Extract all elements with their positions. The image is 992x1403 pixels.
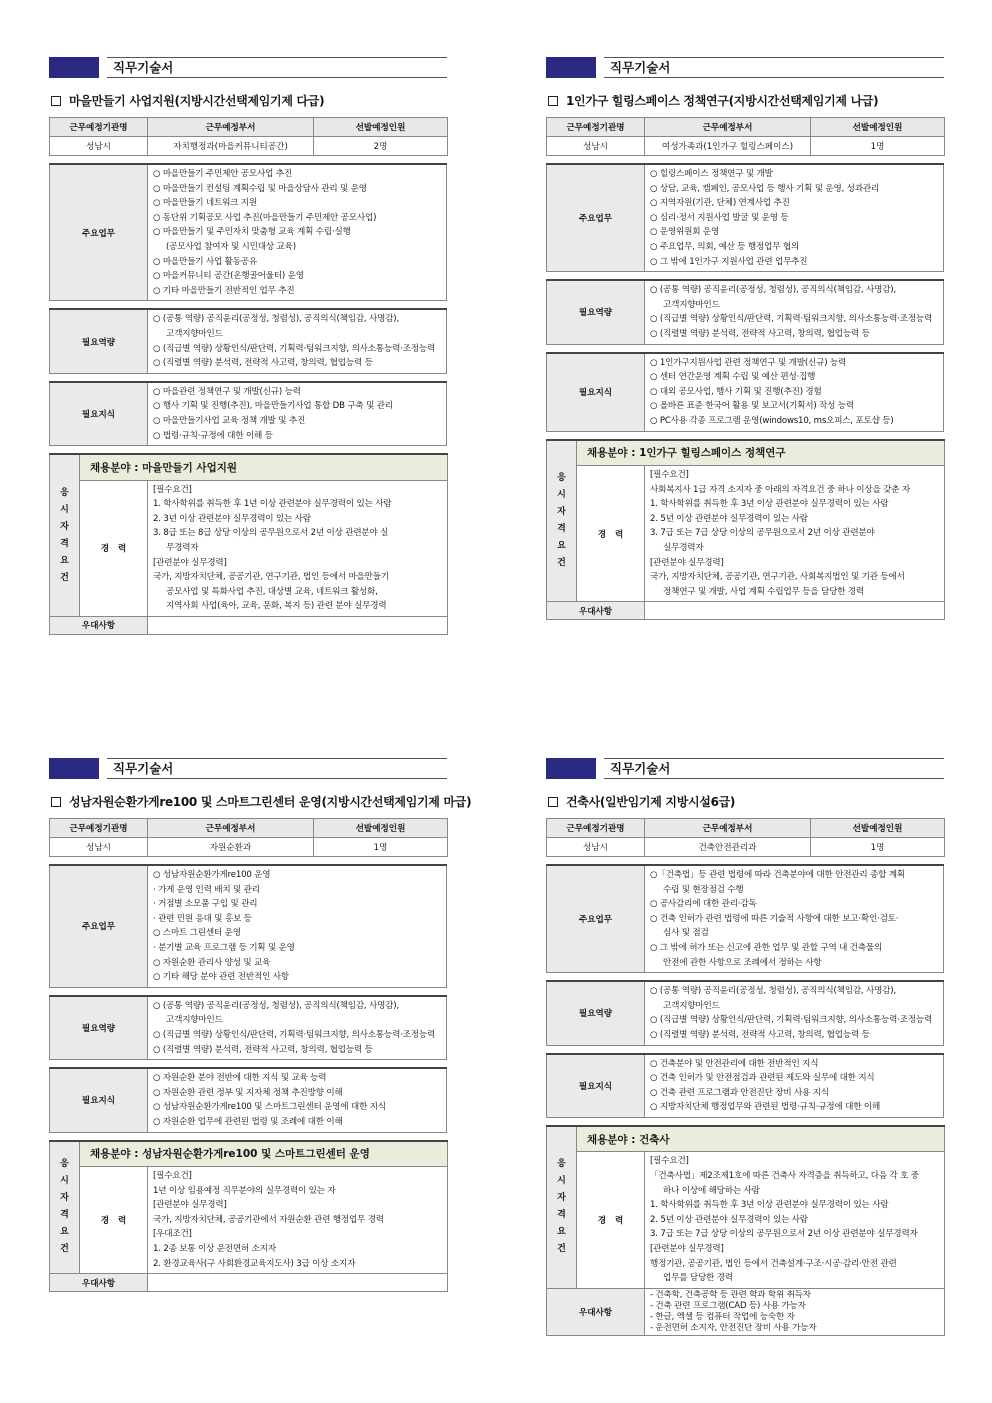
career-line: [관련분야 실무경력] [650,1243,724,1254]
section-line: ○ (직렬별 역량) 분석력, 전략적 사고력, 창의력, 협업능력 등 [650,328,870,339]
info-header-cell: 근무예정기관명 [547,118,645,137]
section-line: ○ (직렬별 역량) 분석력, 전략적 사고력, 창의력, 협업능력 등 [153,1044,373,1055]
section-line: ○ 운영위원회 운영 [650,227,720,238]
section-line: ○「건축법」등 관련 법령에 따라 건축분야에 대한 안전관리 종합 계획 [650,870,905,880]
section-line: ○ (공통 역량) 공직윤리(공정성, 청렴성), 공직의식(책임감, 사명감), [650,285,896,296]
recruit-field: 채용분야 : 건축사 [577,1126,945,1152]
career-line: [관련분야 실무경력] [153,557,227,568]
requirements-label-char: 건 [60,572,69,583]
section-line: ○ 마을관련 정책연구 및 개발(신규) 능력 [153,386,301,397]
requirements-label-char: 자 [557,1193,566,1204]
preference-line: - 건축학, 건축공학 등 관련 학과 학위 취득자 [650,1289,811,1300]
section-table [546,980,944,1045]
requirements-label [547,440,577,602]
info-value-cell: 성남시 [50,137,148,156]
section-line: ○ (직급별 역량) 상황인식/판단력, 기획력·팀워크지향, 의사소통능력·조정능력 [650,314,933,325]
job-card-2 [546,57,944,620]
section-line: ○ 대외 공모사업, 행사 기획 및 진행(추진) 경험 [650,386,822,397]
section-label: 필요역량 [50,309,148,373]
section-line: · 가게 운영 인력 배치 및 관리 [153,884,260,895]
preference-line: - 건축 관련 프로그램(CAD 등) 사용 가능자 [650,1300,806,1311]
recruit-field: 채용분야 : 마을만들기 사업지원 [80,454,448,480]
info-value-row [547,838,945,857]
career-line: 1년 이상 임용예정 직무분야의 실무경력이 있는 자 [153,1185,336,1196]
doc-header [546,758,944,780]
info-value-cell: 건축안전관리과 [645,838,811,857]
career-content [148,1167,448,1274]
info-header-row [50,819,448,838]
career-line: 2. 환경교육사(구 사회환경교육지도사) 3급 이상 소지자 [153,1258,356,1269]
section-line: ○ 기타 마을만들기 전반적인 업무 추진 [153,285,295,296]
section-line: ○ (직렬별 역량) 분석력, 전략적 사고력, 창의력, 협업능력 등 [153,358,373,369]
info-table [49,117,448,156]
checkbox-square-icon [51,797,61,807]
career-line: 3. 7급 또는 7급 상당 이상의 공무원으로서 2년 이상 관련분야 실무경력자 [650,1229,918,1240]
section-label: 필요지식 [547,1054,645,1118]
career-line: [필수요건] [153,484,192,495]
section-line: · 거점별 소모품 구입 및 관리 [153,899,258,910]
section-label: 필요지식 [50,382,148,446]
section-table [49,1067,447,1132]
section-line: ○ 성남자원순환가게re100 및 스마트그린센터 운영에 대한 지식 [153,1102,386,1113]
section-line: ○ 공사감리에 대한 관리·감독 [650,899,757,910]
career-line: [필수요건] [650,470,689,480]
section-line: ○ 지역자원(기관, 단체) 연계사업 추진 [650,198,790,209]
preference-label: 우대사항 [547,1288,645,1335]
section-line: ○ 지방자치단체 행정업무와 관련된 법령·규칙·규정에 대한 이해 [650,1102,881,1113]
section-table [49,864,447,988]
section-line: 수립 및 현장점검 수행 [663,884,744,895]
info-header-cell: 근무예정부서 [148,118,314,137]
career-line: 무경력자 [166,542,199,553]
career-label: 경 력 [577,1152,645,1288]
section-line: ○ 마을만들기사업 교육 정책 개발 및 추진 [153,415,306,426]
position-title [546,793,944,811]
doc-header-title: 직무기술서 [604,758,944,779]
info-header-cell: 근무예정부서 [148,819,314,838]
career-line: 행정기관, 공공기관, 법인 등에서 건축설계·구조·시공·감리·안전 관련 [650,1258,897,1269]
info-header-cell: 선발예정인원 [811,819,945,838]
info-value-cell: 자원순환과 [148,838,314,857]
section-line: ○ 자원순환 업무에 관련된 법령 및 조례에 대한 이해 [153,1116,343,1127]
section-content [645,1054,944,1118]
requirements-label-char: 격 [557,523,566,534]
career-line: 사회복지사 1급 자격 소지자 중 아래의 자격요건 중 하나 이상을 갖춘 자 [650,484,910,495]
requirements-label-char: 자 [557,506,566,517]
section-label: 필요역량 [50,996,148,1060]
info-header-cell: 선발예정인원 [811,118,945,137]
section-label: 필요역량 [547,280,645,344]
career-line: 1. 학사학위를 취득한 후 3년 이상 관련분야 실무경력이 있는 사람 [650,499,889,510]
position-title-text: 마을만들기 사업지원(지방시간선택제임기제 다급) [69,94,325,108]
career-line: 정책연구 및 개발, 사업 계획 수립업무 등을 담당한 경력 [663,586,865,597]
section-content [148,996,447,1060]
requirements-label-char: 요 [557,540,566,551]
header-accent-bar [49,57,99,78]
section-line: ○ 스마트 그린센터 운영 [153,928,241,939]
preference-content [148,616,448,634]
section-table [546,163,944,272]
career-line: 국가, 지방자치단체, 공공기관, 연구기관, 사회복지법인 및 기관 등에서 [650,572,905,583]
section-line: ○ (직급별 역량) 상황인식/판단력, 기획력·팀워크지향, 의사소통능력·조정능력 [153,1029,436,1040]
section-line: 안전에 관한 사항으로 조례에서 정하는 사항 [663,957,822,968]
section-line: ○ 마을커뮤니티 공간(온행골어울터) 운영 [153,271,304,282]
doc-header [546,57,944,79]
requirements-label-char: 자 [60,521,69,532]
section-content [645,353,944,431]
requirements-label-char: 격 [60,1210,69,1221]
section-line: · 관련 민원 응대 및 홍보 등 [153,913,252,924]
info-value-row [50,137,448,156]
requirements-label-char: 건 [557,557,566,568]
requirements-label-char: 건 [60,1244,69,1255]
requirements-label-char: 요 [557,1227,566,1238]
section-label: 필요지식 [547,353,645,431]
career-line: 하나 이상에 해당하는 사람 [663,1185,760,1196]
section-content [645,865,944,973]
info-header-cell: 근무예정기관명 [50,819,148,838]
section-line: ○ PC사용 각종 프로그램 운영(windows10, ms오피스, 포토샵 등) [650,415,894,426]
career-line: [관련분야 실무경력] [650,557,724,568]
requirements-label-char: 건 [557,1244,566,1255]
job-card-4 [546,758,944,1336]
info-value-cell: 여성가족과(1인가구 힐링스페이스) [645,137,811,156]
section-line: 심사 및 점검 [663,928,709,939]
info-header-row [547,118,945,137]
section-line: ○ 상담, 교육, 캠페인, 공모사업 등 행사 기획 및 운영, 성과관리 [650,183,880,194]
info-value-cell: 2명 [314,137,448,156]
section-content [645,981,944,1045]
section-line: ○ (공통 역량) 공직윤리(공정성, 청렴성), 공직의식(책임감, 사명감), [153,314,399,325]
doc-header-title: 직무기술서 [107,57,447,78]
career-line: [우대조건] [153,1229,192,1240]
info-value-cell: 성남시 [50,838,148,857]
info-header-cell: 선발예정인원 [314,118,448,137]
requirements-label [50,1141,80,1274]
career-line: [관련분야 실무경력] [153,1200,227,1211]
section-content [645,164,944,272]
preference-content [148,1274,448,1292]
section-table [49,163,447,301]
job-card-3 [49,758,472,1292]
section-table [546,352,944,432]
section-line: ○ (직급별 역량) 상황인식/판단력, 기획력·팀워크지향, 의사소통능력·조정능력 [650,1015,933,1026]
info-value-cell: 성남시 [547,838,645,857]
info-value-cell: 1명 [811,137,945,156]
section-label: 필요지식 [50,1068,148,1132]
preference-line: - 운전면허 소지자, 안전진단 장비 사용 가능자 [650,1322,817,1333]
info-value-row [50,838,448,857]
info-header-row [547,819,945,838]
section-line: ○ 센터 연간운영 계획 수립 및 예산 편성·집행 [650,372,816,383]
section-line: ○ (공통 역량) 공직윤리(공정성, 청렴성), 공직의식(책임감, 사명감), [650,986,896,997]
info-value-cell: 자치행정과(마을커뮤니티공간) [148,137,314,156]
career-line: 업무를 담당한 경력 [663,1273,733,1284]
header-accent-bar [546,758,596,779]
info-header-cell: 근무예정기관명 [50,118,148,137]
section-line: 고객지향마인드 [663,1000,720,1011]
section-line: ○ (직급별 역량) 상황인식/판단력, 기획력·팀워크지향, 의사소통능력·조정능력 [153,343,436,354]
section-line: ○ 힐링스페이스 정책연구 및 개발 [650,169,773,179]
info-header-row [50,118,448,137]
section-line: ○ 행사 기획 및 진행(추진), 마을만들기사업 통합 DB 구축 및 관리 [153,401,393,412]
section-line: ○ 건축분야 및 안전관리에 대한 전반적인 지식 [650,1058,819,1069]
preference-content [645,1288,945,1335]
info-table [546,818,945,857]
requirements-label-char: 응 [557,472,566,483]
section-line: ○ 마을만들기 네트워크 지원 [153,198,258,209]
requirements-label [547,1126,577,1288]
requirements-label-char: 시 [60,1176,69,1187]
doc-header [49,57,447,79]
requirements-label-char: 시 [557,489,566,500]
career-line: 1. 학사학위를 취득한 후 1년 이상 관련분야 실무경력이 있는 사람 [153,499,392,510]
requirements-label-char: 시 [557,1176,566,1187]
section-line: ○ (직렬별 역량) 분석력, 전략적 사고력, 창의력, 협업능력 등 [650,1029,870,1040]
section-line: ○ 마을만들기 및 주민자치 맞춤형 교육 계획 수립·실행 [153,227,351,238]
career-line: [필수요건] [153,1171,192,1181]
info-value-cell: 1명 [314,838,448,857]
section-table [546,1053,944,1118]
doc-header [49,758,447,780]
section-line: ○ 마을만들기 사업 활동공유 [153,256,258,267]
preference-label: 우대사항 [547,602,645,620]
requirements-label-char: 시 [60,504,69,515]
section-content [148,309,447,373]
career-line: 1. 2종 보통 이상 운전면허 소지자 [153,1243,276,1254]
career-content [645,1152,945,1288]
section-label: 필요역량 [547,981,645,1045]
section-content [148,164,447,301]
requirements-label-char: 요 [60,1227,69,1238]
career-line: 2. 5년 이상 관련분야 실무경력이 있는 사람 [650,1214,808,1225]
career-line: 공모사업 및 특화사업 추진, 대상별 교육, 네트워크 활성화, [166,586,378,597]
info-table [49,818,448,857]
preference-line: - 한글, 엑셀 등 컴퓨터 작업에 능숙한 자 [650,1311,795,1322]
recruit-field: 채용분야 : 1인가구 힐링스페이스 정책연구 [577,440,945,466]
section-line: ○ 건축 인허가 및 안전점검과 관련된 제도와 실무에 대한 지식 [650,1073,875,1084]
section-line: ○ 그 밖에 1인가구 지원사업 관련 업무추진 [650,256,808,267]
career-line: 「건축사법」제2조제1호에 따른 건축사 자격증을 취득하고, 다음 각 호 중 [650,1171,919,1181]
career-line: 국가, 지방자치단체, 공공기관에서 자원순환 관련 행정업무 경력 [153,1214,384,1225]
requirements-label-char: 격 [557,1210,566,1221]
checkbox-square-icon [548,96,558,106]
career-line: 2. 5년 이상 관련분야 실무경력이 있는 사람 [650,513,808,524]
requirements-label [50,454,80,616]
section-table [546,864,944,973]
section-line: ○ (공통 역량) 공직윤리(공정성, 청렴성), 공직의식(책임감, 사명감), [153,1000,399,1011]
info-header-cell: 선발예정인원 [314,819,448,838]
header-accent-bar [546,57,596,78]
career-label: 경 력 [80,480,148,616]
requirements-table [546,1125,945,1336]
requirements-label-char: 자 [60,1193,69,1204]
position-title [49,92,447,110]
info-value-cell: 성남시 [547,137,645,156]
doc-header-title: 직무기술서 [604,57,944,78]
section-line: ○ 자원순환 분야 전반에 대한 지식 및 교육 능력 [153,1073,327,1084]
recruit-field: 채용분야 : 성남자원순환가게re100 및 스마트그린센터 운영 [80,1141,448,1167]
section-line: ○ 자원순환 관리사 양성 및 교육 [153,957,271,968]
section-label: 주요업무 [50,865,148,987]
career-line: 2. 3년 이상 관련분야 실무경력이 있는 사람 [153,513,311,524]
section-line: 고객지향마인드 [166,328,223,339]
position-title [49,793,472,811]
section-content [148,1068,447,1132]
position-title-text: 성남자원순환가게re100 및 스마트그린센터 운영(지방시간선택제임기제 마급) [69,795,472,809]
preference-content [645,602,945,620]
career-line: 1. 학사학위를 취득한 후 3년 이상 관련분야 실무경력이 있는 사람 [650,1200,889,1211]
section-line: ○ 성남자원순환가게re100 운영 [153,870,271,880]
section-label: 주요업무 [50,164,148,301]
info-header-cell: 근무예정기관명 [547,819,645,838]
info-table [546,117,945,156]
position-title-text: 건축사(일반임기제 지방시설6급) [566,795,736,809]
section-label: 주요업무 [547,865,645,973]
section-content [148,865,447,987]
career-line: 3. 7급 또는 7급 상당 이상의 공무원으로서 2년 이상 관련분야 [650,528,875,539]
section-line: · 분기별 교육 프로그램 등 기획 및 운영 [153,942,295,953]
checkbox-square-icon [548,797,558,807]
section-line: ○ 주요업무, 의회, 예산 등 행정업무 협의 [650,241,800,252]
section-line: ○ 1인가구지원사업 관련 정책연구 및 개발(신규) 능력 [650,357,847,368]
career-line: 지역사회 사업(육아, 교육, 문화, 복지 등) 관련 분야 실무경력 [166,601,387,612]
section-line: ○ 건축 인허가 관련 법령에 따른 기술적 사항에 대한 보고·확인·검토· [650,913,899,924]
section-line: ○ 올바른 표준 한국어 활용 및 보고서(기획서) 작성 능력 [650,401,854,412]
section-line: ○ 건축 관련 프로그램과 안전진단 장비 사용 지식 [650,1087,829,1098]
info-value-row [547,137,945,156]
section-label: 주요업무 [547,164,645,272]
career-content [148,480,448,616]
info-header-cell: 근무예정부서 [645,819,811,838]
section-line: ○ 동단위 기획공모 사업 추진(마을만들기 주민제안 공모사업) [153,212,377,223]
info-value-cell: 1명 [811,838,945,857]
section-line: 고객지향마인드 [663,299,720,310]
preference-label: 우대사항 [50,1274,148,1292]
requirements-label-char: 요 [60,555,69,566]
section-table [546,279,944,344]
requirements-table [546,439,945,621]
section-line: ○ 마을만들기 컨설팅 계획수립 및 마을상담사 관리 및 운영 [153,183,367,194]
career-line: 국가, 지방자치단체, 공공기관, 연구기관, 법인 등에서 마을만들기 [153,572,389,583]
preference-label: 우대사항 [50,616,148,634]
doc-header-title: 직무기술서 [107,758,447,779]
career-line: [필수요건] [650,1156,689,1167]
career-label: 경 력 [80,1167,148,1274]
section-content [645,280,944,344]
section-line: ○ 그 밖에 허가 또는 신고에 관한 업무 및 관할 구역 내 건축물의 [650,942,883,953]
career-label: 경 력 [577,466,645,602]
requirements-label-char: 응 [60,1159,69,1170]
requirements-table [49,1140,448,1293]
requirements-label-char: 응 [557,1159,566,1170]
section-content [148,382,447,446]
section-line: ○ 심리·정서 지원사업 발굴 및 운영 등 [650,212,789,223]
career-line: 실무경력자 [663,542,704,553]
section-line: (공모사업 참여자 및 시민대상 교육) [166,241,296,252]
section-table [49,308,447,373]
section-line: ○ 기타 해당 분야 관련 전반적인 사항 [153,972,289,983]
career-content [645,466,945,602]
header-accent-bar [49,758,99,779]
checkbox-square-icon [51,96,61,106]
requirements-label-char: 응 [60,487,69,498]
career-line: 3. 8급 또는 8급 상당 이상의 공무원으로서 2년 이상 관련분야 실 [153,528,389,539]
requirements-table [49,453,448,635]
position-title [546,92,944,110]
section-line: ○ 법령·규칙·규정에 대한 이해 등 [153,430,273,441]
position-title-text: 1인가구 힐링스페이스 정책연구(지방시간선택제임기제 나급) [566,94,879,108]
job-card-1 [49,57,447,635]
section-table [49,995,447,1060]
section-line: 고객지향마인드 [166,1015,223,1026]
section-line: ○ 마을만들기 주민제안 공모사업 추진 [153,169,292,179]
requirements-label-char: 격 [60,538,69,549]
info-header-cell: 근무예정부서 [645,118,811,137]
section-table [49,381,447,446]
section-line: ○ 자원순환 관련 정부 및 지자체 정책 추진방향 이해 [153,1087,343,1098]
